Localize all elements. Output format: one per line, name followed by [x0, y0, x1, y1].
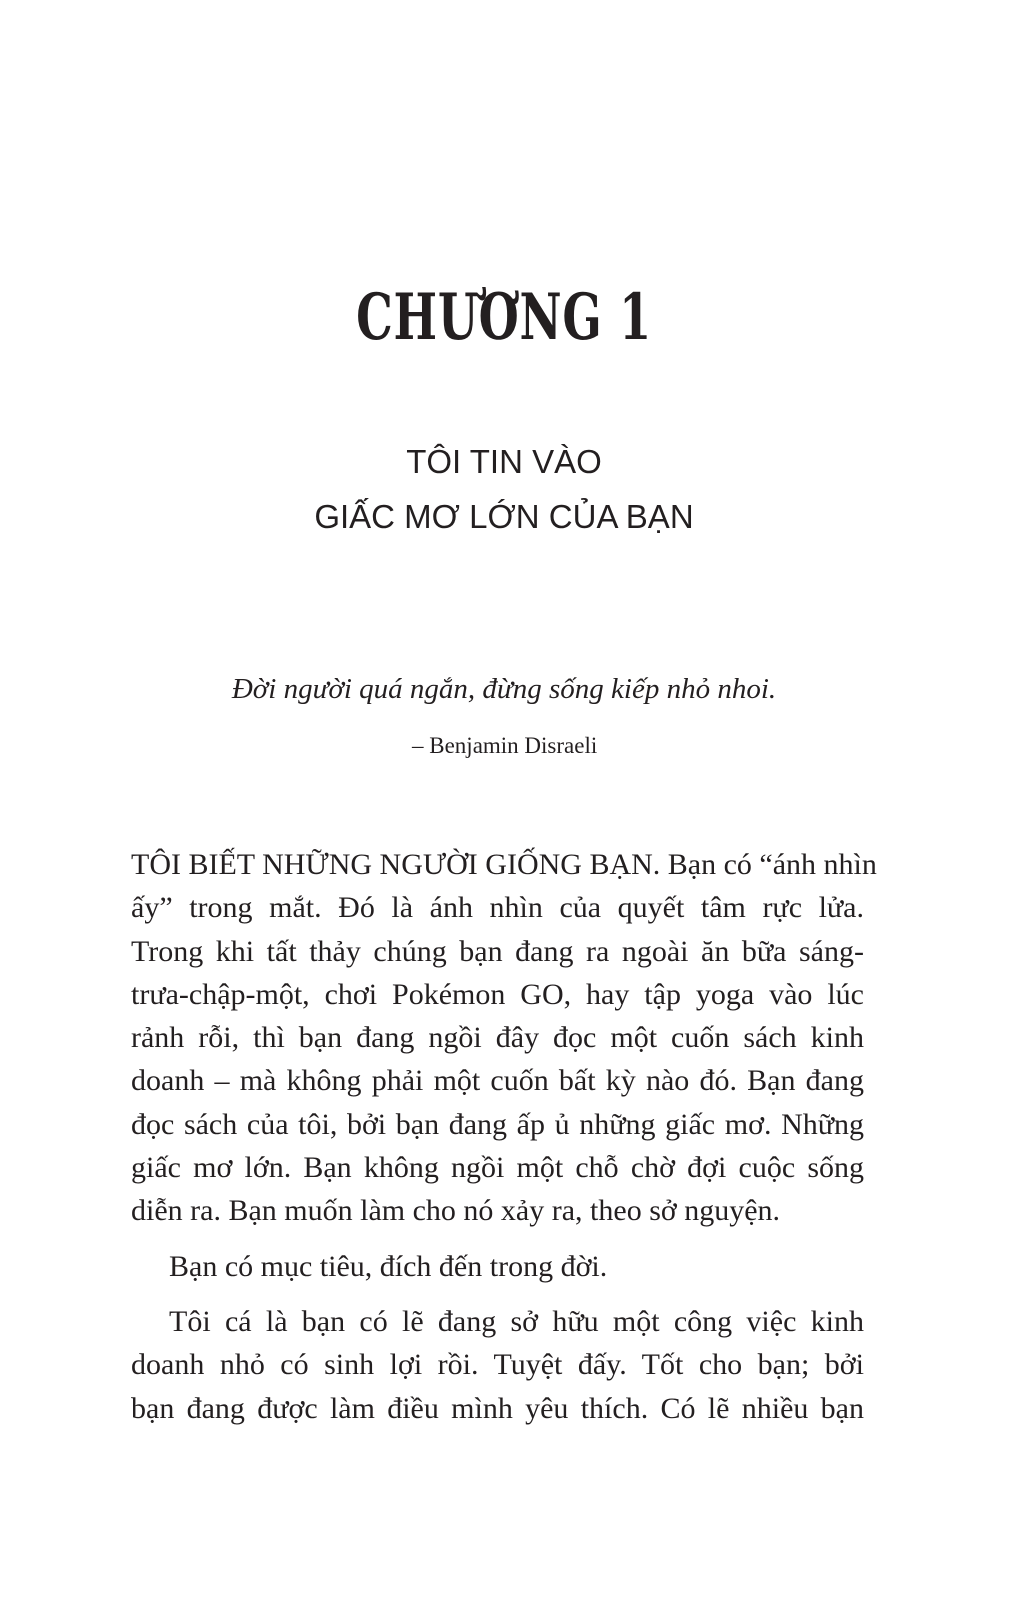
chapter-subtitle-line-1: TÔI TIN VÀO	[406, 443, 602, 480]
body-paragraph-3	[131, 1300, 864, 1430]
text-line: rảnh rỗi, thì bạn đang ngồi đây đọc một cuốn sách kinh	[131, 1021, 864, 1055]
text-line: doanh – mà không phải một cuốn bất kỳ nào đó. Bạn đang	[131, 1064, 864, 1098]
text-line: Trong khi tất thảy chúng bạn đang ra ngoài ăn bữa sáng-	[131, 934, 864, 968]
text-line: Bạn có mục tiêu, đích đến trong đời.	[169, 1250, 608, 1283]
chapter-subtitle-line-2: GIẤC MƠ LỚN CỦA BẠN	[314, 498, 694, 535]
text-line: giấc mơ lớn. Bạn không ngồi một chỗ chờ đợi cuộc sống	[131, 1151, 864, 1185]
text-line: ấy” trong mắt. Đó là ánh nhìn của quyết tâm rực lửa.	[131, 891, 864, 925]
text-line: trưa-chập-một, chơi Pokémon GO, hay tập yoga vào lúc	[131, 977, 864, 1011]
chapter-title: CHƯƠNG 1	[356, 280, 652, 355]
epigraph-attribution: – Benjamin Disraeli	[412, 733, 598, 758]
text-line: đọc sách của tôi, bởi bạn đang ấp ủ những giấc mơ. Những	[131, 1107, 864, 1141]
body-paragraph-2	[131, 1245, 864, 1288]
epigraph-quote: Đời người quá ngắn, đừng sống kiếp nhỏ nhoi.	[231, 673, 777, 705]
text-line: bạn đang được làm điều mình yêu thích. Có lẽ nhiều bạn	[131, 1391, 864, 1425]
text-line: doanh nhỏ có sinh lợi rồi. Tuyệt đấy. Tốt cho bạn; bởi	[131, 1348, 864, 1382]
text-line: Tôi cá là bạn có lẽ đang sở hữu một công việc kinh	[169, 1305, 864, 1338]
text-line: diễn ra. Bạn muốn làm cho nó xảy ra, theo sở nguyện.	[131, 1194, 781, 1228]
body-paragraph-1	[131, 843, 877, 1233]
text-line: TÔI BIẾT NHỮNG NGƯỜI GIỐNG BẠN. Bạn có “ánh nhìn	[131, 848, 877, 881]
